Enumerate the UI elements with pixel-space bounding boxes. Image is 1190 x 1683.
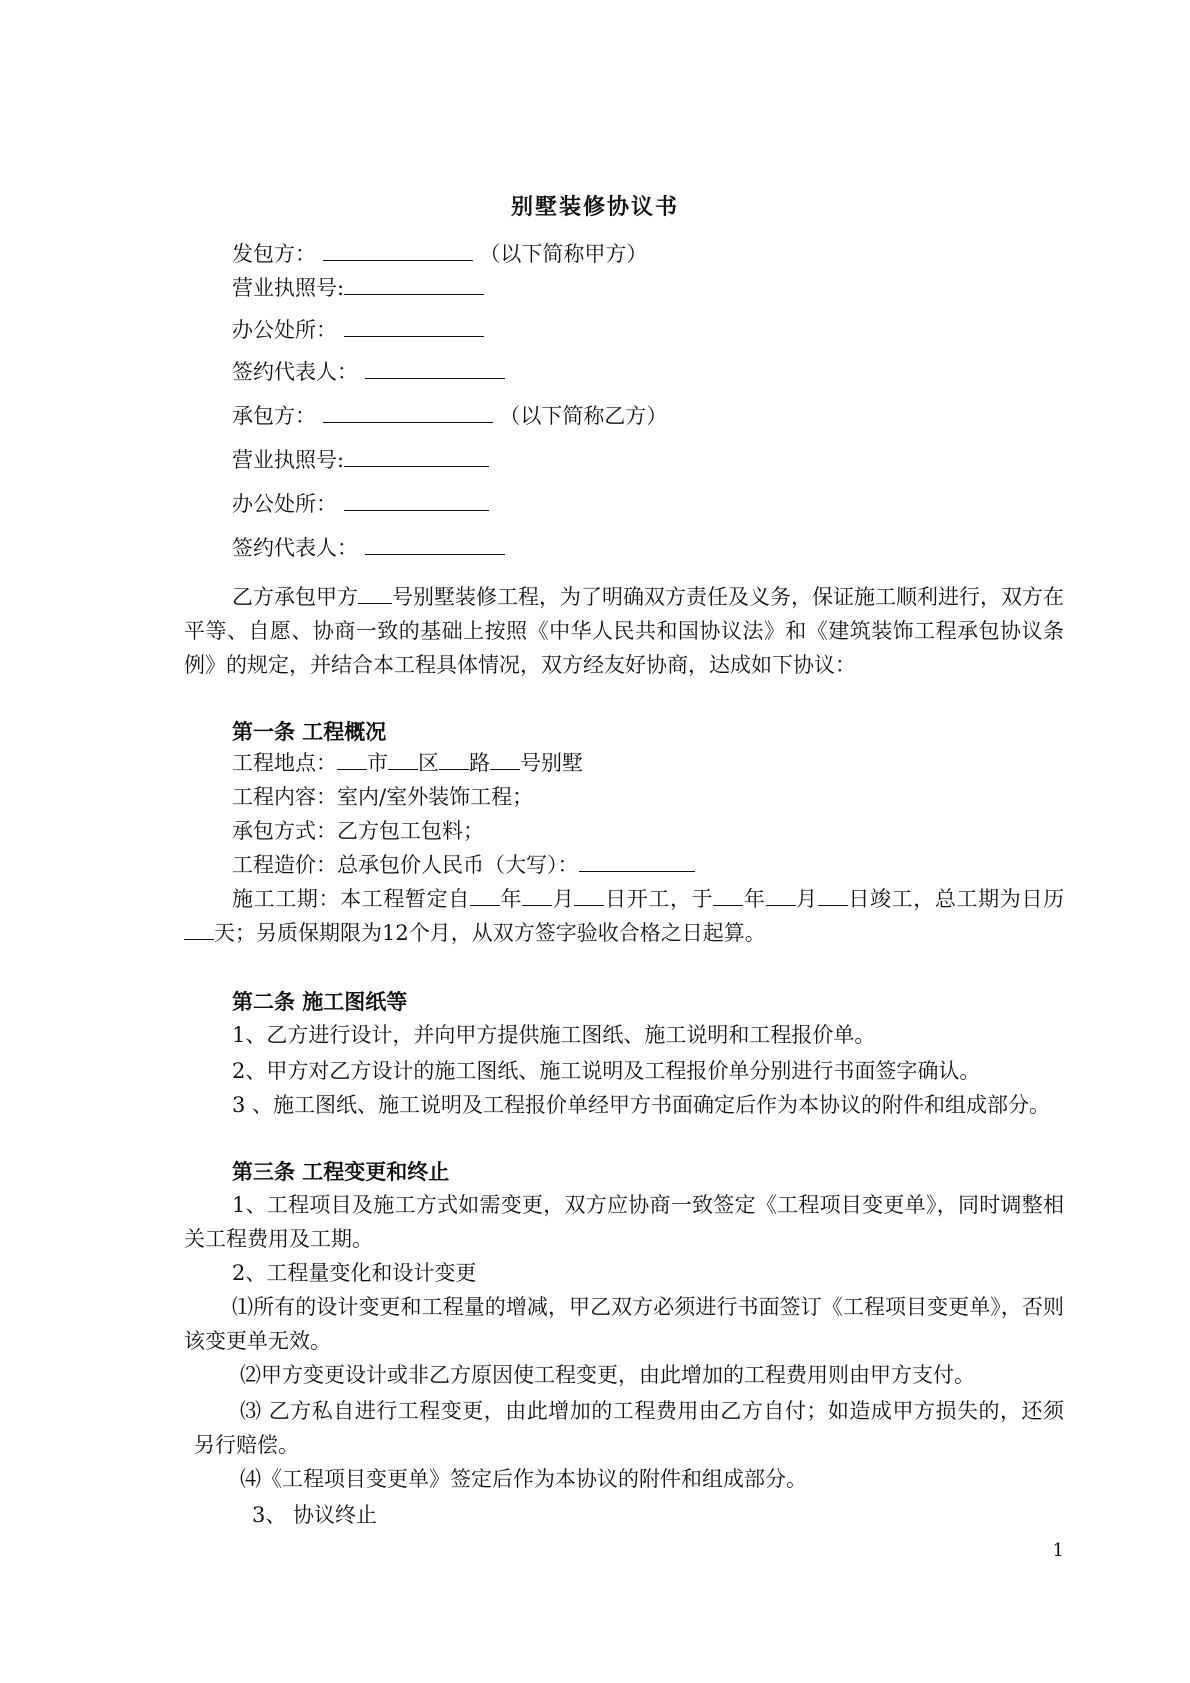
art3-sub-1: ⑴所有的设计变更和工程量的增减，甲乙双方必须进行书面签订《工程项目变更单》，否则该变更单无效。 bbox=[184, 1295, 1064, 1353]
period-text-c: 月 bbox=[552, 887, 575, 911]
party-b-label: 承包方： bbox=[232, 404, 316, 428]
art3-sub-2: ⑵甲方变更设计或非乙方原因使工程变更，由此增加的工程费用则由甲方支付。 bbox=[240, 1363, 975, 1387]
article-1-heading: 第一条 工程概况 bbox=[232, 719, 387, 744]
party-a-office-blank[interactable] bbox=[344, 316, 484, 337]
art1-location-label: 工程地点： bbox=[232, 751, 337, 775]
house-number-blank[interactable] bbox=[490, 751, 520, 770]
party-a-suffix: （以下简称甲方） bbox=[479, 242, 648, 266]
price-blank[interactable] bbox=[579, 853, 695, 872]
period-text-f: 月 bbox=[795, 887, 818, 911]
end-year-blank[interactable] bbox=[713, 887, 743, 906]
party-b-blank[interactable] bbox=[323, 402, 493, 423]
party-b-rep-label: 签约代表人： bbox=[232, 536, 358, 560]
party-a-blank[interactable] bbox=[323, 240, 473, 261]
duration-blank[interactable] bbox=[184, 921, 214, 940]
end-day-blank[interactable] bbox=[818, 887, 848, 906]
art1-content: 工程内容：室内/室外装饰工程； bbox=[232, 785, 534, 809]
intro-text-2: 号别墅装修工程，为了明确双方责任及义务，保证施工顺利进行，双方在平等、自愿、协商一致的基础上按照《中华人民共和国协议法》和《建筑装饰工程承包协议条例》的规定，并结合本工程具体情况，双方经友好协商，达成如下协议： bbox=[184, 585, 1064, 677]
article-3-heading: 第三条 工程变更和终止 bbox=[232, 1159, 450, 1184]
art2-item-3: 3 、施工图纸、施工说明及工程报价单经甲方书面确定后作为本协议的附件和组成部分。 bbox=[232, 1093, 1051, 1117]
city-blank[interactable] bbox=[337, 751, 367, 770]
party-a-license-blank[interactable] bbox=[344, 274, 484, 295]
intro-text-1: 乙方承包甲方 bbox=[232, 585, 358, 609]
party-a-rep-line bbox=[232, 356, 505, 386]
article-2-heading: 第二条 施工图纸等 bbox=[232, 989, 408, 1014]
art1-location bbox=[232, 746, 1112, 780]
period-text-e: 年 bbox=[743, 887, 766, 911]
district-blank[interactable] bbox=[388, 751, 418, 770]
art3-item-1: 1、工程项目及施工方式如需变更，双方应协商一致签定《工程项目变更单》，同时调整相关工程费用及工期。 bbox=[184, 1193, 1064, 1251]
start-year-blank[interactable] bbox=[470, 887, 500, 906]
art2-item-2: 2、甲方对乙方设计的施工图纸、施工说明及工程报价单分别进行书面签字确认。 bbox=[232, 1059, 981, 1083]
period-text-g: 日竣工，总工期为 bbox=[847, 887, 1022, 911]
art3-sub-3: ⑶ 乙方私自进行工程变更，由此增加的工程费用由乙方自付；如造成甲方损失的，还须另行赔偿。 bbox=[194, 1399, 1064, 1457]
party-b-rep-line bbox=[232, 532, 505, 562]
art3-sub-4: ⑷《工程项目变更单》签定后作为本协议的附件和组成部分。 bbox=[240, 1467, 807, 1491]
party-a-line bbox=[232, 238, 647, 268]
party-a-office-label: 办公处所： bbox=[232, 318, 337, 342]
period-text-d: 日开工，于 bbox=[604, 887, 714, 911]
page-number: 1 bbox=[1052, 1540, 1064, 1561]
start-day-blank[interactable] bbox=[574, 887, 604, 906]
art2-item-1: 1、乙方进行设计，并向甲方提供施工图纸、施工说明和工程报价单。 bbox=[232, 1023, 876, 1047]
party-b-office-label: 办公处所： bbox=[232, 492, 337, 516]
party-a-rep-label: 签约代表人： bbox=[232, 360, 358, 384]
art1-villa-label: 号别墅 bbox=[520, 751, 583, 775]
party-a-office-line bbox=[232, 314, 484, 344]
art1-district-label: 区 bbox=[418, 751, 439, 775]
party-a-license-line bbox=[232, 272, 484, 302]
art3-item-3: 3、 协议终止 bbox=[252, 1503, 378, 1527]
art1-road-label: 路 bbox=[469, 751, 490, 775]
art1-city-label: 市 bbox=[367, 751, 388, 775]
party-b-license-blank[interactable] bbox=[344, 446, 489, 467]
party-b-office-line bbox=[232, 488, 489, 518]
period-text-h: 日历 bbox=[1021, 887, 1065, 911]
intro-paragraph bbox=[184, 580, 1064, 682]
party-b-license-line bbox=[232, 444, 489, 474]
art1-period bbox=[184, 882, 1064, 950]
villa-number-blank[interactable] bbox=[358, 585, 392, 604]
art3-item-2: 2、工程量变化和设计变更 bbox=[232, 1261, 477, 1285]
art1-price-label: 工程造价：总承包价人民币（大写）： bbox=[232, 853, 579, 877]
period-text-i: 天；另质保期限为12个月，从双方签字验收合格之日起算。 bbox=[214, 921, 766, 945]
art1-price bbox=[232, 848, 1112, 882]
road-blank[interactable] bbox=[439, 751, 469, 770]
period-text-b: 年 bbox=[499, 887, 523, 911]
party-b-line bbox=[232, 400, 667, 430]
end-month-blank[interactable] bbox=[766, 887, 796, 906]
party-a-license-label: 营业执照号: bbox=[232, 276, 345, 300]
art1-method: 承包方式：乙方包工包料； bbox=[232, 819, 484, 843]
party-a-rep-blank[interactable] bbox=[365, 358, 505, 379]
period-text-a: 施工工期：本工程暂定自 bbox=[232, 887, 470, 911]
document-title: 别墅装修协议书 bbox=[510, 194, 679, 220]
party-b-license-label: 营业执照号: bbox=[232, 448, 345, 472]
party-b-office-blank[interactable] bbox=[344, 490, 489, 511]
party-a-label: 发包方： bbox=[232, 242, 316, 266]
party-b-rep-blank[interactable] bbox=[365, 534, 505, 555]
party-b-suffix: （以下简称乙方） bbox=[499, 404, 668, 428]
start-month-blank[interactable] bbox=[522, 887, 552, 906]
